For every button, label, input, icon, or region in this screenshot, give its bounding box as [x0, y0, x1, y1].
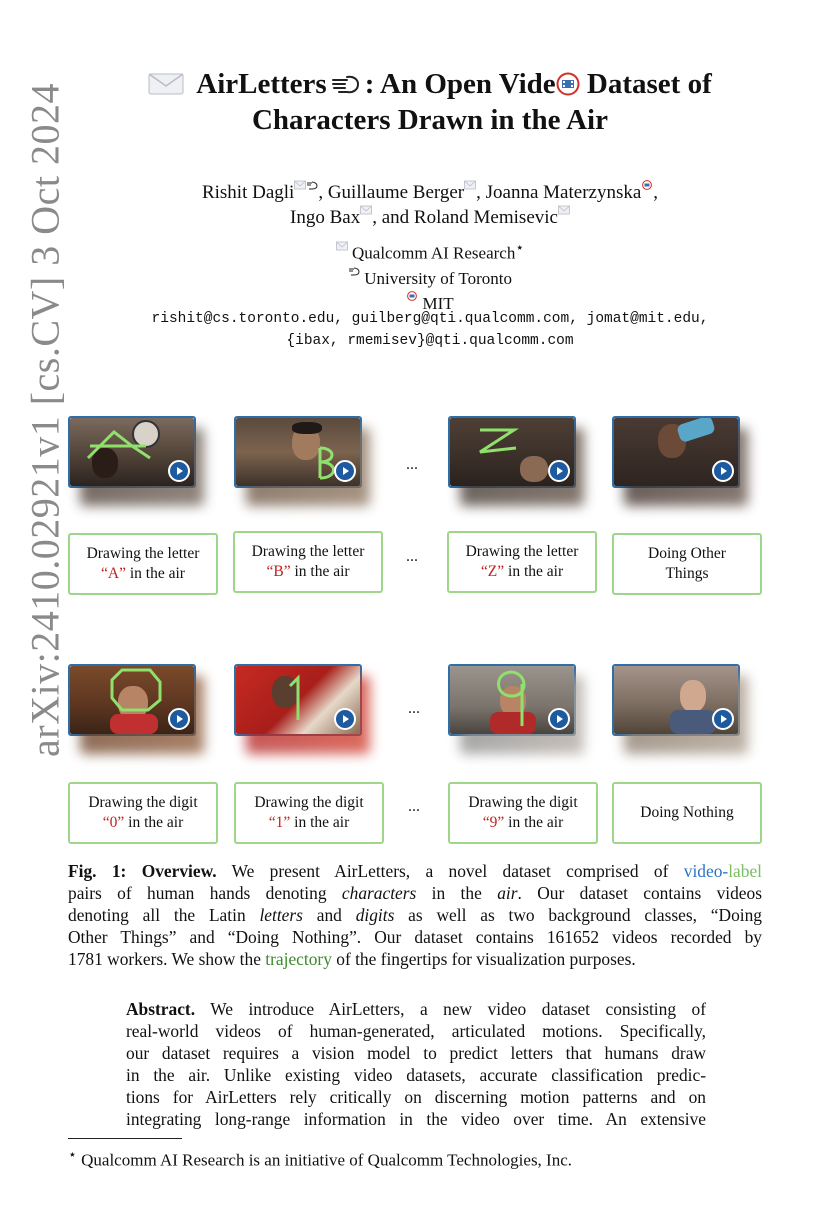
play-icon[interactable] [548, 708, 570, 730]
author-dagli: Rishit Dagli [201, 182, 295, 203]
abstract-line-4: in the air. Unlike existing video datasets, accurate classification predic- [126, 1065, 706, 1085]
title-text-c: Dataset of [579, 68, 712, 100]
affiliation-qualcomm [80, 236, 780, 266]
footnote-rule [68, 1138, 182, 1139]
caption-line-4: Other Things” and “Doing Nothing”. Our dataset contains 161652 videos recorded by [68, 927, 762, 947]
open-quote: “ [101, 565, 108, 582]
play-icon[interactable] [548, 460, 570, 482]
play-icon[interactable] [712, 460, 734, 482]
label-text: Drawing the digit [88, 794, 198, 811]
label-text-line-2 [266, 562, 349, 582]
caption-dash: - [722, 861, 729, 881]
label-suffix: in the air [504, 814, 564, 831]
class-char: A [107, 565, 120, 582]
play-icon[interactable] [334, 708, 356, 730]
caption-text: in the [416, 883, 498, 903]
class-label-doing-nothing [612, 782, 762, 844]
paper-title [80, 66, 780, 138]
email-line-1: rishit@cs.toronto.edu, guilberg@qti.qualcomm.com, jomat@mit.edu, [151, 311, 709, 327]
label-suffix: in the air [290, 814, 350, 831]
video-thumbnail-digit-1[interactable] [234, 664, 362, 736]
abstract-line-6: integrating long-range information in the video over time. An extensive [126, 1109, 706, 1129]
title-line-1 [80, 66, 780, 102]
abstract-text: We introduce AirLetters, a new video dataset consisting of [195, 999, 706, 1019]
video-thumbnail-digit-9[interactable] [448, 664, 576, 736]
caption-italic: characters [341, 883, 417, 903]
envelope-icon [294, 180, 306, 190]
author-materzynska: , Joanna Materzynska [476, 182, 642, 203]
play-icon[interactable] [168, 708, 190, 730]
class-label-letter-b [233, 531, 383, 593]
caption-label: Fig. 1: [68, 861, 127, 881]
play-icon[interactable] [334, 460, 356, 482]
footnote [68, 1147, 572, 1171]
class-label-digit-9 [448, 782, 598, 844]
label-suffix: in the air [124, 814, 184, 831]
ellipsis: ... [406, 456, 418, 473]
label-text: Drawing the letter [251, 543, 365, 560]
arxiv-identifier: arXiv:2410.02921v1 [cs.CV] 3 Oct 2024 [22, 83, 68, 757]
film-icon [641, 180, 653, 190]
caption-text: as well as two background classes, “Doing [394, 905, 762, 925]
class-label-doing-other-things [612, 533, 762, 595]
caption-text: . Our dataset contains videos [517, 883, 762, 903]
caption-text: denoting all the Latin [68, 905, 260, 925]
email-list [80, 308, 780, 352]
label-text-line-2 [101, 564, 185, 584]
envelope-icon [336, 241, 348, 251]
caption-text: and [302, 905, 356, 925]
star-mark: ⋆ [515, 240, 525, 256]
play-icon[interactable] [712, 708, 734, 730]
envelope-icon [464, 180, 476, 190]
caption-trajectory-word: trajectory [265, 949, 332, 969]
label-text-line-2 [481, 562, 563, 582]
caption-italic: air [497, 883, 518, 903]
open-quote: “ [482, 814, 490, 831]
close-quote: ” [497, 814, 505, 831]
class-char: Z [487, 563, 498, 580]
label-text: Doing Nothing [640, 804, 734, 821]
label-text-line-2 [269, 813, 350, 833]
label-text-line-2 [103, 813, 184, 833]
film-icon [406, 291, 418, 301]
figure-caption [68, 860, 762, 970]
caption-label-word: label [728, 861, 762, 881]
envelope-icon [148, 72, 184, 96]
video-thumbnail-doing-other-things[interactable] [612, 416, 740, 488]
abstract-line-1 [126, 998, 706, 1020]
close-quote: ” [119, 565, 126, 582]
play-icon[interactable] [168, 460, 190, 482]
open-quote: “ [268, 814, 276, 831]
close-quote: ” [283, 814, 291, 831]
class-label-digit-0 [68, 782, 218, 844]
close-quote: ” [497, 563, 505, 580]
author-sep: , [653, 182, 659, 203]
affiliation-qualcomm-text: Qualcomm AI Research [352, 243, 516, 263]
affiliation-toronto-text: University of Toronto [364, 268, 512, 288]
caption-text: We present AirLetters, a novel dataset comprised of [216, 861, 684, 881]
class-label-letter-z [447, 531, 597, 593]
title-text-a: AirLetters [196, 68, 327, 100]
caption-italic: letters [259, 905, 303, 925]
video-thumbnail-letter-b[interactable] [234, 416, 362, 488]
ellipsis: ... [408, 798, 420, 815]
caption-line-2 [68, 882, 762, 904]
affiliation-toronto [80, 266, 780, 291]
pointing-hand-icon [331, 72, 361, 96]
film-icon [556, 72, 580, 96]
author-memisevic: , and Roland Memisevic [372, 207, 558, 228]
label-text: Drawing the letter [86, 545, 200, 562]
label-text-line-2: Things [665, 565, 709, 582]
label-suffix: in the air [290, 563, 350, 580]
video-thumbnail-letter-a[interactable] [68, 416, 196, 488]
caption-text: of the fingertips for visualization purposes. [331, 949, 636, 969]
class-char: 0 [109, 814, 118, 831]
caption-line-5 [68, 948, 762, 970]
class-label-letter-a [68, 533, 218, 595]
caption-video-word: video [683, 861, 723, 881]
arxiv-stamp [20, 80, 70, 760]
video-thumbnail-letter-z[interactable] [448, 416, 576, 488]
author-bax: Ingo Bax [290, 207, 361, 228]
caption-italic: digits [355, 905, 395, 925]
open-quote: “ [480, 563, 488, 580]
class-label-digit-1 [234, 782, 384, 844]
pointing-hand-icon [348, 266, 360, 276]
caption-line-3 [68, 904, 762, 926]
abstract-label: Abstract. [126, 999, 196, 1019]
author-line-2 [80, 205, 780, 230]
pointing-hand-icon [306, 180, 318, 190]
author-berger: , Guillaume Berger [318, 182, 465, 203]
title-line-2: Characters Drawn in the Air [251, 104, 608, 136]
class-char: B [273, 563, 284, 580]
title-text-b: : An Open Vide [364, 68, 556, 100]
email-line-2: {ibax, rmemisev}@qti.qualcomm.com [286, 333, 574, 349]
caption-line-1 [68, 860, 762, 882]
close-quote: ” [117, 814, 125, 831]
label-text-line-2 [483, 813, 564, 833]
abstract-line-3: our dataset requires a vision model to predict letters that humans draw [126, 1043, 706, 1063]
envelope-icon [558, 205, 570, 215]
label-text: Drawing the digit [468, 794, 578, 811]
caption-text: pairs of human hands denoting [68, 883, 342, 903]
class-char: 1 [275, 814, 284, 831]
footnote-star: ⋆ [68, 1147, 77, 1163]
open-quote: “ [102, 814, 110, 831]
abstract [126, 998, 706, 1130]
close-quote: ” [283, 563, 291, 580]
abstract-line-5: tions for AirLetters rely critically on discerning motion patterns and on [126, 1087, 706, 1107]
open-quote: “ [266, 563, 274, 580]
affiliations [80, 236, 780, 316]
ellipsis: ... [408, 700, 420, 717]
video-thumbnail-digit-0[interactable] [68, 664, 196, 736]
class-char: 9 [489, 814, 498, 831]
author-list [80, 180, 780, 230]
label-text: Drawing the digit [254, 794, 364, 811]
caption-bold: Overview. [141, 861, 217, 881]
label-text: Doing Other [648, 545, 726, 562]
caption-text: 1781 workers. We show the [68, 949, 266, 969]
abstract-line-2: real-world videos of human-generated, articulated motions. Specifically, [126, 1021, 706, 1041]
author-line-1 [80, 180, 780, 205]
envelope-icon [360, 205, 372, 215]
video-thumbnail-doing-nothing[interactable] [612, 664, 740, 736]
label-suffix: in the air [504, 563, 564, 580]
affiliation-mit-text: MIT [422, 293, 454, 313]
label-suffix: in the air [126, 565, 185, 582]
label-text: Drawing the letter [465, 543, 579, 560]
ellipsis: ... [406, 548, 418, 565]
footnote-text: Qualcomm AI Research is an initiative of Qualcomm Technologies, Inc. [76, 1150, 573, 1170]
